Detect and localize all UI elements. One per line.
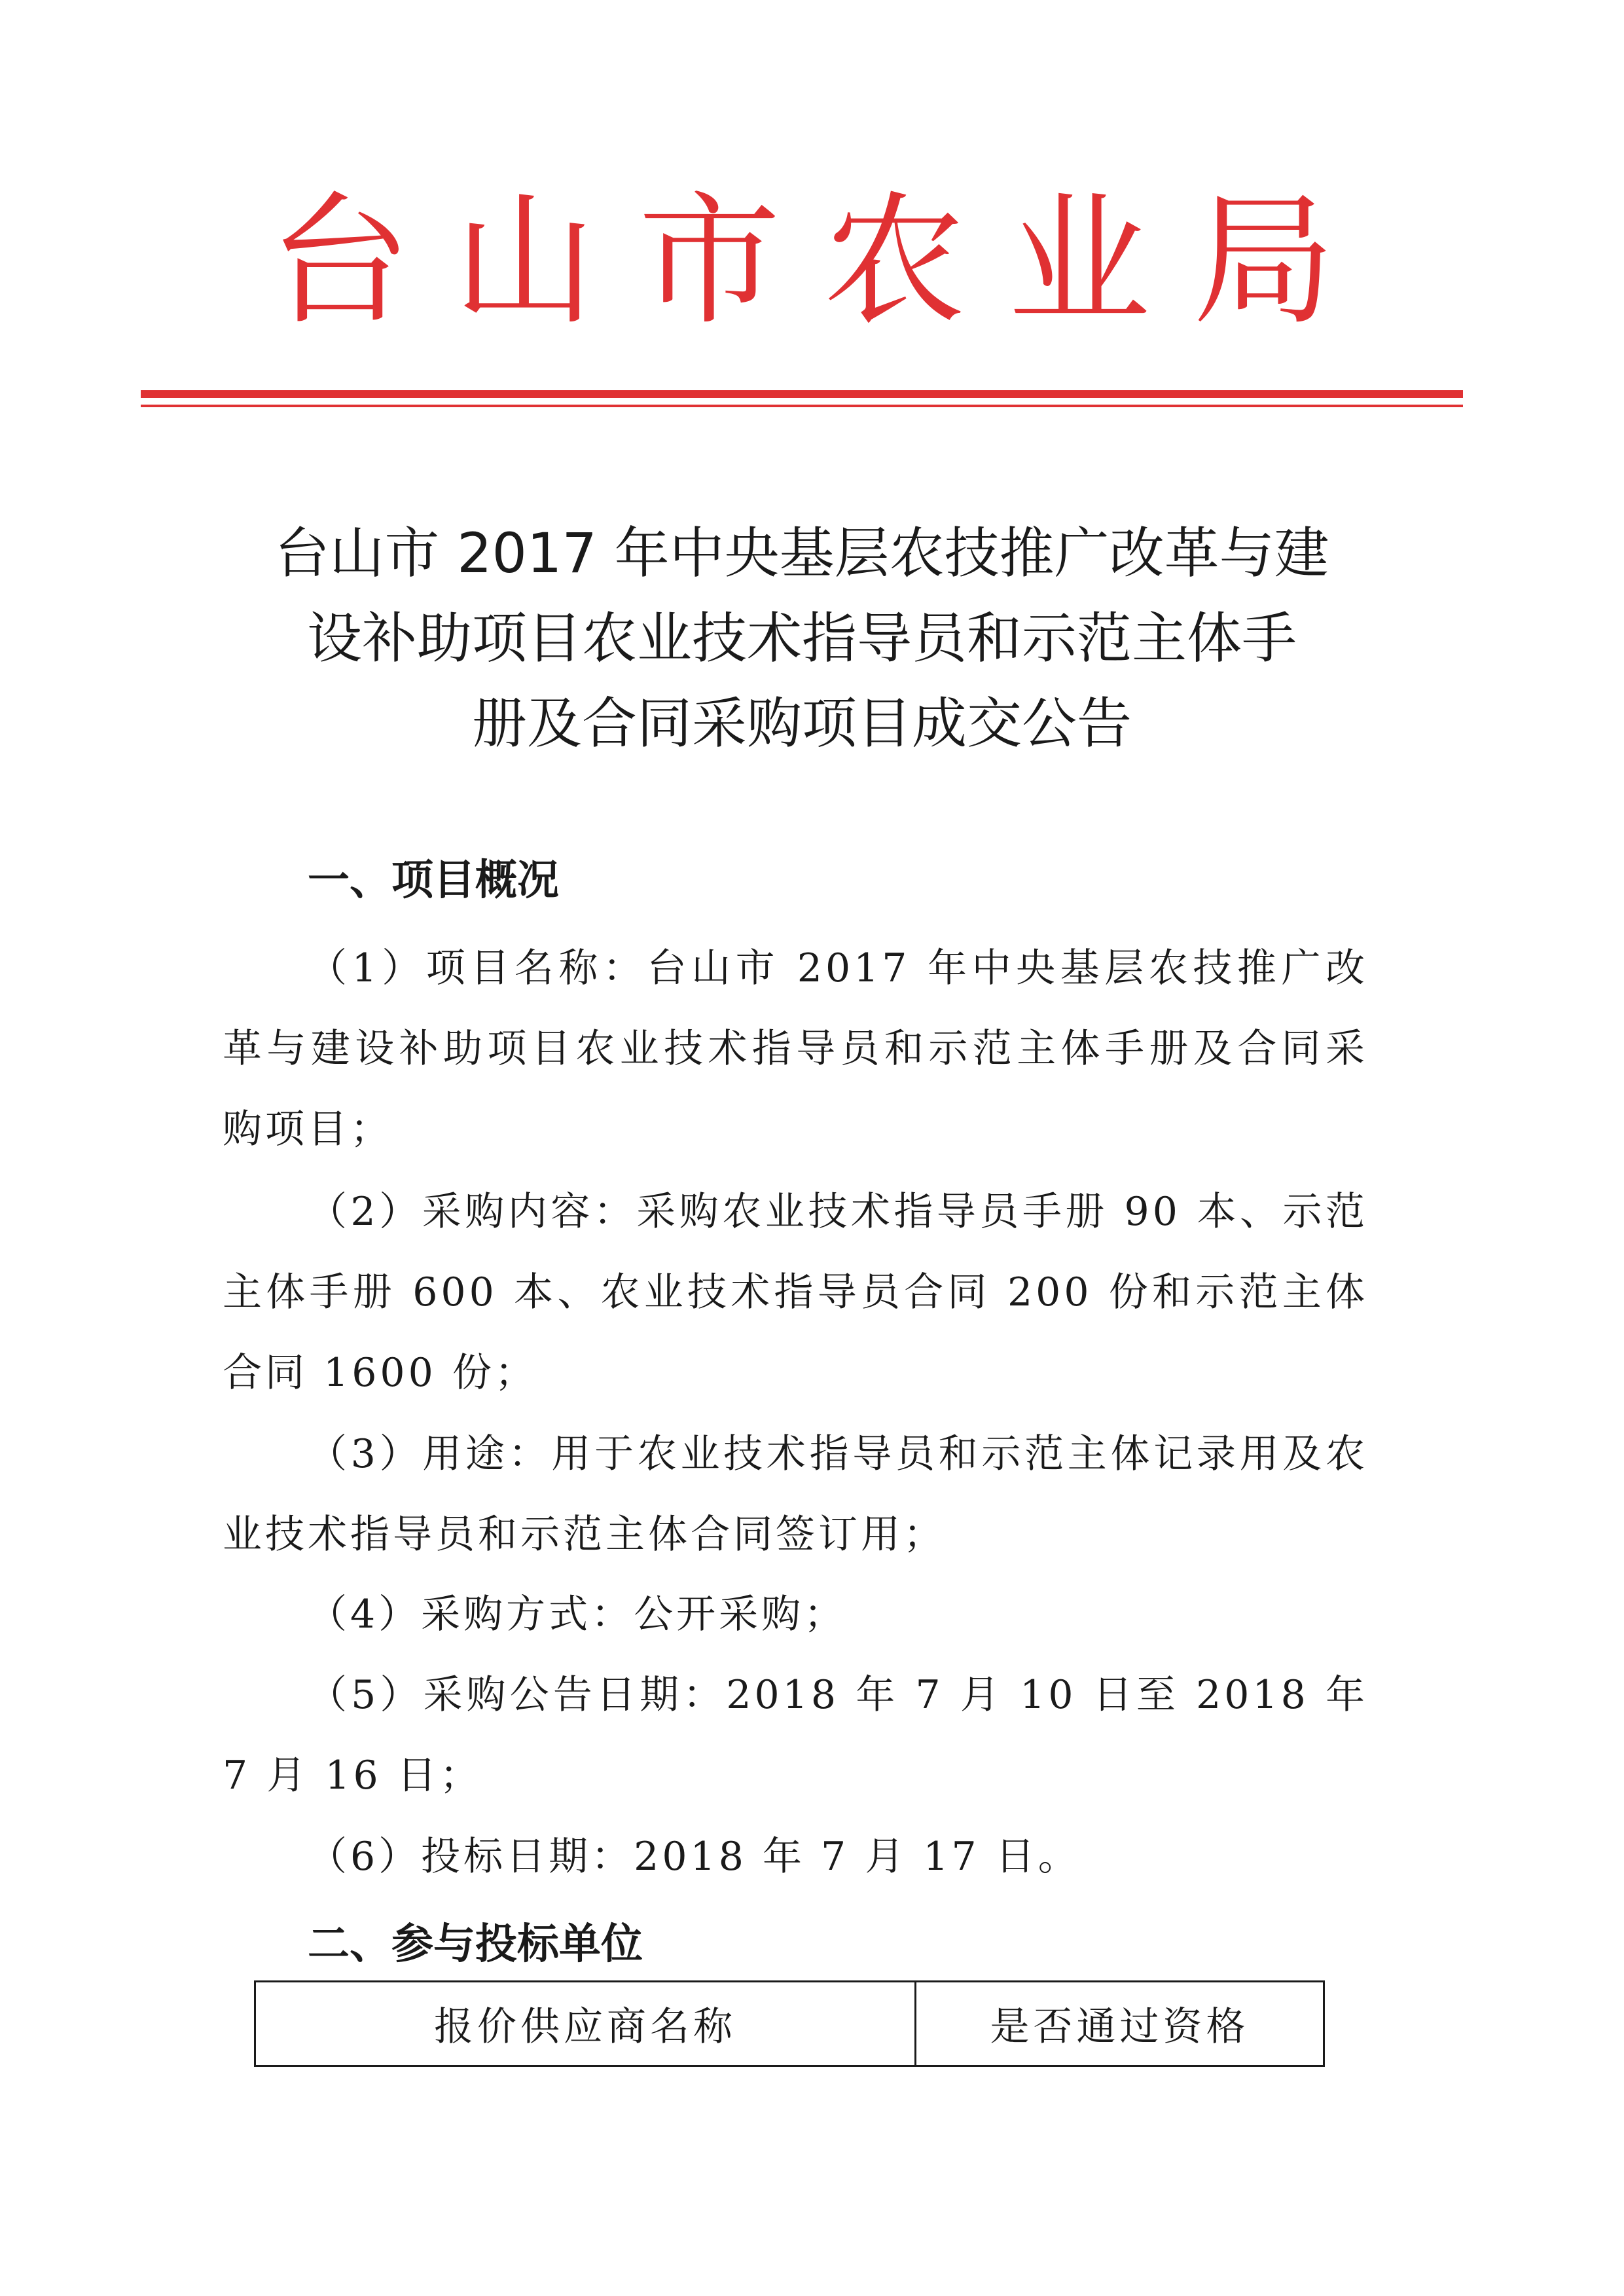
overview-item: （2）采购内容：采购农业技术指导员手册 90 本、示范主体手册 600 本、农业技术指导员合同 200 份和示范主体合同 1600 份； (223, 1189, 1368, 1396)
title-line: 册及合同采购项目成交公告 (471, 691, 1132, 756)
letterhead-char: 山 (453, 179, 596, 344)
letterhead-char: 农 (823, 179, 966, 344)
overview-item: （5）采购公告日期：2018 年 7 月 10 日至 2018 年 7 月 16 日； (223, 1672, 1368, 1798)
title-line: 台山市 2017 年中央基层农技推广改革与建 (274, 521, 1329, 585)
letterhead-char: 业 (1007, 179, 1151, 344)
section-heading-bidders: 二、参与投标单位 (308, 1920, 643, 1969)
letterhead-char: 市 (638, 179, 781, 344)
table-header-supplier-name: 报价供应商名称 (256, 1982, 916, 2065)
letterhead-rule-thin (141, 405, 1463, 407)
bidder-table (254, 1980, 1325, 2067)
table-header-qualified: 是否通过资格 (990, 2004, 1250, 2050)
letterhead-title (141, 167, 1463, 357)
letterhead-char: 台 (268, 179, 411, 344)
overview-item: （4）采购方式：公开采购； (308, 1592, 847, 1637)
overview-item: （6）投标日期：2018 年 7 月 17 日。 (308, 1834, 1081, 1880)
document-title (223, 511, 1381, 766)
title-line: 设补助项目农业技术指导员和示范主体手 (306, 606, 1297, 670)
letterhead-rule-thick (141, 390, 1463, 398)
letterhead-char: 局 (1192, 179, 1335, 344)
overview-item: （3）用途：用于农业技术指导员和示范主体记录用及农业技术指导员和示范主体合同签订用； (223, 1431, 1368, 1558)
overview-item: （1）项目名称：台山市 2017 年中央基层农技推广改革与建设补助项目农业技术指导员和示范主体手册及合同采购项目； (223, 945, 1368, 1152)
section-heading-overview: 一、项目概况 (308, 856, 559, 905)
